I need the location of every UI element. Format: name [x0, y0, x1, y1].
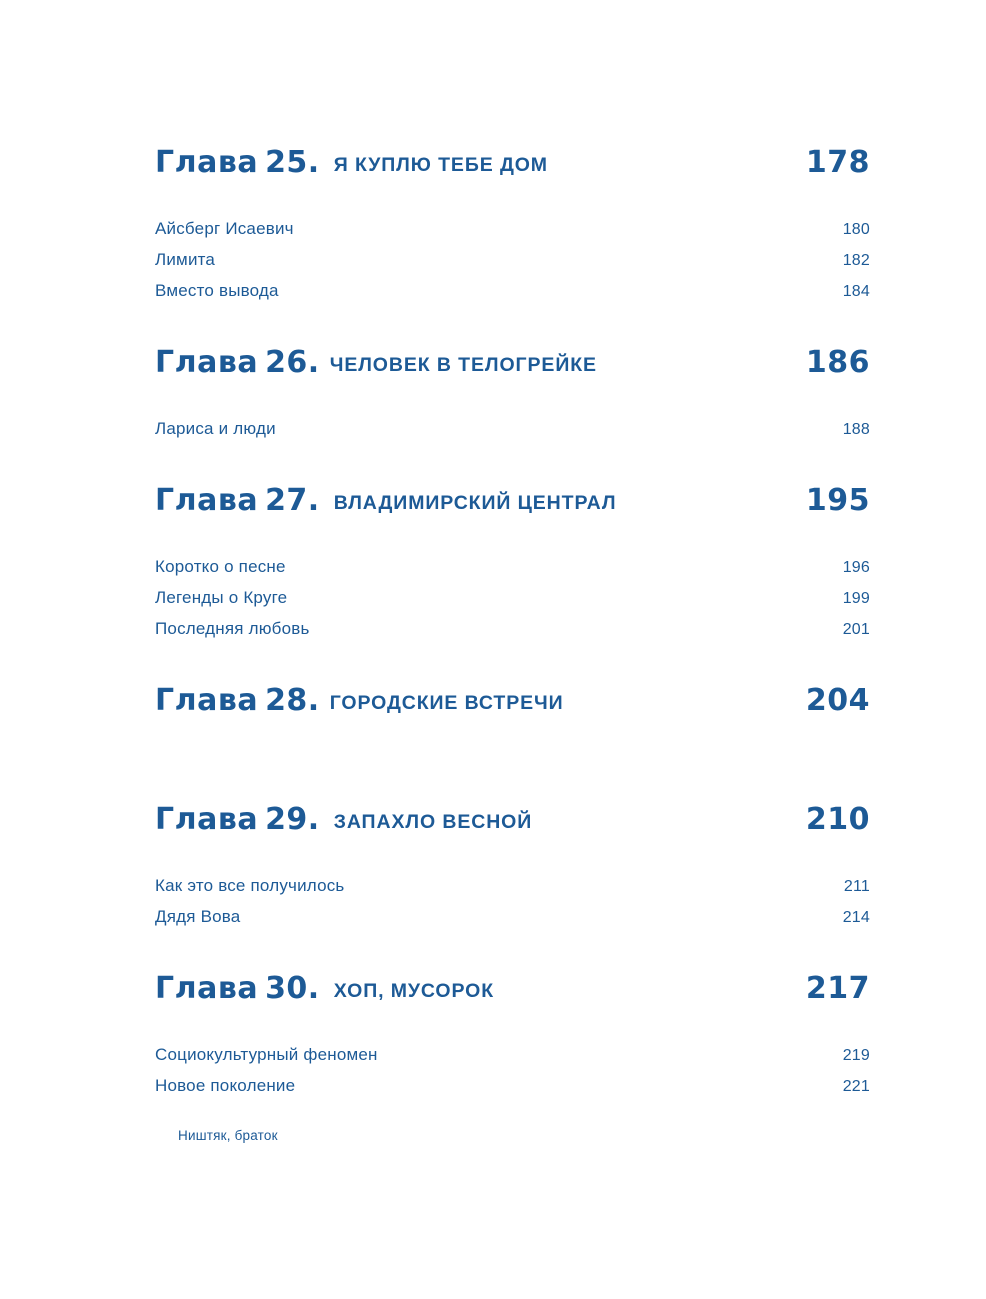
chapter-row[interactable] — [155, 802, 870, 837]
chapter-word: Глава — [155, 683, 259, 718]
list-item[interactable] — [155, 214, 870, 245]
spacer — [155, 380, 870, 414]
chapter-page-number: 204 — [805, 683, 870, 718]
page-footnote: Ништяк, браток — [178, 1128, 278, 1143]
chapter-page-number: 210 — [805, 802, 870, 837]
chapter-row[interactable] — [155, 145, 870, 180]
chapter-title: ВЛАДИМИРСКИЙ ЦЕНТРАЛ — [333, 492, 617, 514]
chapter-number: 28. — [265, 683, 320, 718]
chapter-page-number: 178 — [805, 145, 870, 180]
table-of-contents — [155, 145, 870, 1102]
subsection-page-number: 219 — [842, 1047, 870, 1064]
toc-group — [155, 483, 870, 645]
spacer — [155, 180, 870, 214]
list-item[interactable] — [155, 614, 870, 645]
chapter-word: Глава — [155, 802, 259, 837]
toc-group — [155, 683, 870, 718]
subsection-page-number: 201 — [842, 621, 870, 638]
subsection-title: Как это все получилось — [155, 876, 345, 895]
subsection-list — [155, 214, 870, 307]
toc-group — [155, 345, 870, 445]
chapter-heading — [155, 145, 548, 180]
subsection-list — [155, 1040, 870, 1102]
chapter-title: ГОРОДСКИЕ ВСТРЕЧИ — [329, 692, 564, 714]
chapter-title: ЗАПАХЛО ВЕСНОЙ — [333, 811, 533, 833]
list-item[interactable] — [155, 552, 870, 583]
spacer — [155, 933, 870, 971]
chapter-row[interactable] — [155, 971, 870, 1006]
spacer — [155, 645, 870, 683]
subsection-page-number: 199 — [842, 590, 870, 607]
list-item[interactable] — [155, 1040, 870, 1071]
spacer — [155, 518, 870, 552]
subsection-page-number: 188 — [842, 421, 870, 438]
subsection-title: Легенды о Круге — [155, 588, 288, 607]
toc-group — [155, 802, 870, 933]
chapter-number: 27. — [265, 483, 320, 518]
spacer — [155, 445, 870, 483]
chapter-number: 25. — [265, 145, 320, 180]
chapter-word: Глава — [155, 345, 259, 380]
subsection-title: Дядя Вова — [155, 907, 241, 926]
list-item[interactable] — [155, 276, 870, 307]
chapter-heading — [155, 683, 564, 718]
chapter-heading — [155, 483, 616, 518]
chapter-row[interactable] — [155, 683, 870, 718]
list-item[interactable] — [155, 871, 870, 902]
spacer — [155, 307, 870, 345]
chapter-number: 29. — [265, 802, 320, 837]
chapter-title: ХОП, МУСОРОК — [333, 980, 494, 1002]
chapter-row[interactable] — [155, 483, 870, 518]
toc-group — [155, 971, 870, 1102]
list-item[interactable] — [155, 902, 870, 933]
subsection-title: Коротко о песне — [155, 557, 286, 576]
subsection-title: Лариса и люди — [155, 419, 276, 438]
chapter-page-number: 186 — [805, 345, 870, 380]
chapter-word: Глава — [155, 483, 259, 518]
list-item[interactable] — [155, 245, 870, 276]
subsection-page-number: 184 — [842, 283, 870, 300]
list-item[interactable] — [155, 583, 870, 614]
chapter-heading — [155, 345, 597, 380]
chapter-number: 30. — [265, 971, 320, 1006]
subsection-page-number: 180 — [842, 221, 870, 238]
spacer — [155, 718, 870, 802]
subsection-page-number: 214 — [842, 909, 870, 926]
chapter-title: ЧЕЛОВЕК В ТЕЛОГРЕЙКЕ — [329, 354, 597, 376]
subsection-title: Последняя любовь — [155, 619, 310, 638]
toc-group — [155, 145, 870, 307]
chapter-heading — [155, 802, 532, 837]
spacer — [155, 1006, 870, 1040]
subsection-list — [155, 414, 870, 445]
subsection-title: Социокультурный феномен — [155, 1045, 378, 1064]
subsection-list — [155, 871, 870, 933]
subsection-list — [155, 552, 870, 645]
spacer — [155, 837, 870, 871]
list-item[interactable] — [155, 414, 870, 445]
chapter-word: Глава — [155, 145, 259, 180]
subsection-page-number: 182 — [842, 252, 870, 269]
chapter-heading — [155, 971, 494, 1006]
chapter-page-number: 217 — [805, 971, 870, 1006]
chapter-row[interactable] — [155, 345, 870, 380]
chapter-number: 26. — [265, 345, 320, 380]
subsection-title: Лимита — [155, 250, 216, 269]
subsection-title: Новое поколение — [155, 1076, 296, 1095]
subsection-title: Айсберг Исаевич — [155, 219, 294, 238]
chapter-word: Глава — [155, 971, 259, 1006]
list-item[interactable] — [155, 1071, 870, 1102]
chapter-page-number: 195 — [805, 483, 870, 518]
subsection-title: Вместо вывода — [155, 281, 279, 300]
subsection-page-number: 211 — [843, 878, 870, 895]
chapter-title: Я КУПЛЮ ТЕБЕ ДОМ — [333, 154, 548, 176]
subsection-page-number: 196 — [842, 559, 870, 576]
subsection-page-number: 221 — [842, 1078, 870, 1095]
